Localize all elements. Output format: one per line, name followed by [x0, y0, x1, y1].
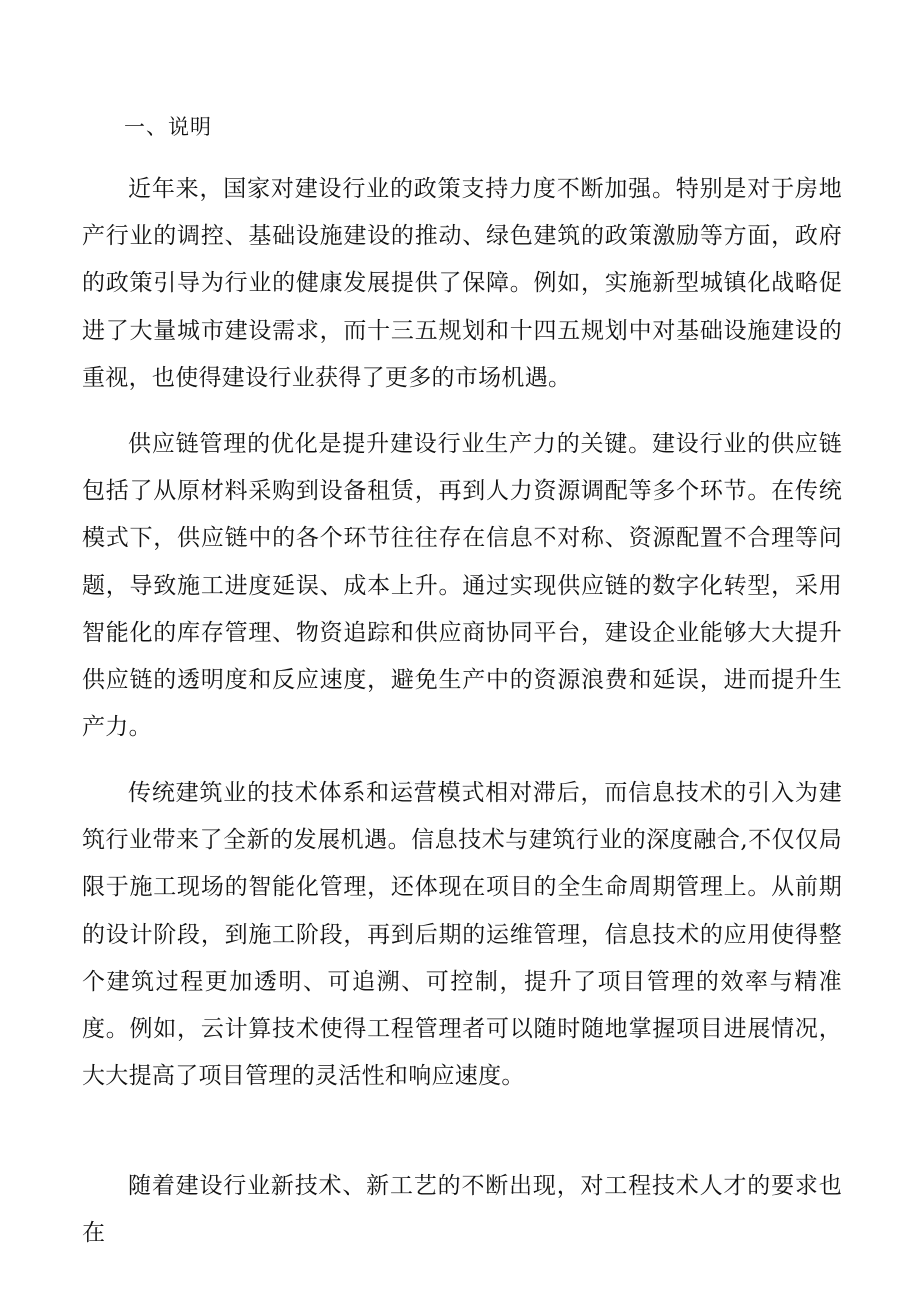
- paragraph-talent-requirements: 随着建设行业新技术、新工艺的不断出现，对工程技术人才的要求也在: [82, 1173, 842, 1247]
- paragraph-policy-support: 近年来，国家对建设行业的政策支持力度不断加强。特别是对于房地产行业的调控、基础设施建设的推动、绿色建筑的政策激励等方面，政府的政策引导为行业的健康发展提供了保障。例如，实施新型城镇化战略促进了大量城市建设需求，而十三五规划和十四五规划中对基础设施建设的重视，也使得建设行业获得了更多的市场机遇。: [82, 176, 842, 391]
- section-heading: 一、说明: [124, 115, 212, 139]
- paragraph-information-technology: 传统建筑业的技术体系和运营模式相对滞后，而信息技术的引入为建筑行业带来了全新的发展机遇。信息技术与建筑行业的深度融合,不仅仅局限于施工现场的智能化管理，还体现在项目的全生命周期管理上。从前期的设计阶段，到施工阶段，再到后期的运维管理，信息技术的应用使得整个建筑过程更加透明、可追溯、可控制，提升了项目管理的效率与精准度。例如，云计算技术使得工程管理者可以随时随地掌握项目进展情况，大大提高了项目管理的灵活性和响应速度。: [82, 780, 842, 1090]
- paragraph-supply-chain: 供应链管理的优化是提升建设行业生产力的关键。建设行业的供应链包括了从原材料采购到设备租赁，再到人力资源调配等多个环节。在传统模式下，供应链中的各个环节往往存在信息不对称、资源配置不合理等问题，导致施工进度延误、成本上升。通过实现供应链的数字化转型，采用智能化的库存管理、物资追踪和供应商协同平台，建设企业能够大大提升供应链的透明度和反应速度，避免生产中的资源浪费和延误，进而提升生产力。: [82, 431, 842, 741]
